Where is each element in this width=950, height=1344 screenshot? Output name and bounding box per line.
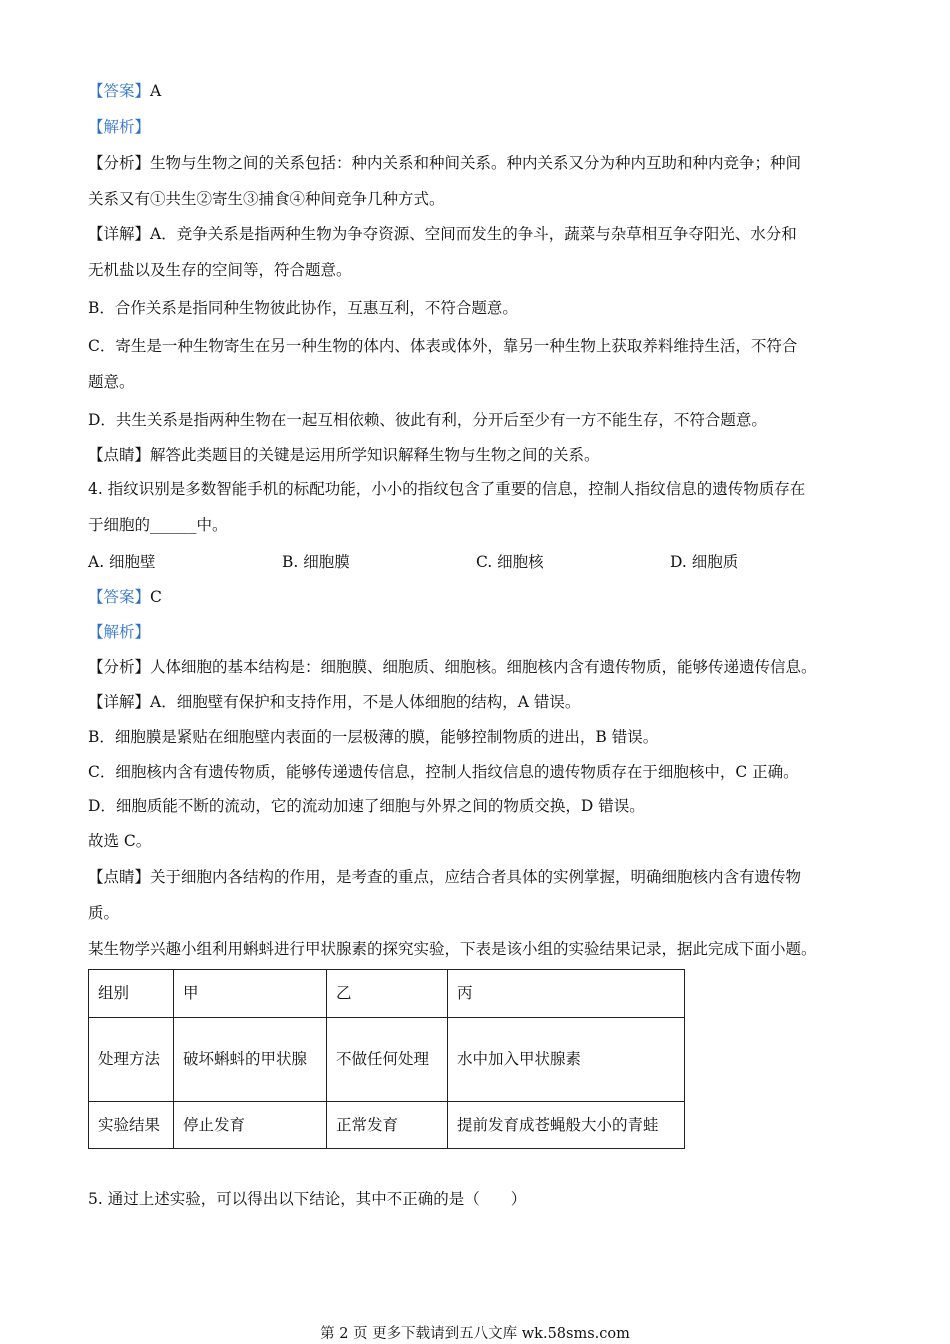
comment-text: 解答此类题目的关键是运用所学知识解释生物与生物之间的关系。 [150, 446, 600, 464]
option-d: D. 细胞质 [670, 553, 739, 571]
q5-stem: 5. 通过上述实验，可以得出以下结论，其中不正确的是（ ） [88, 1190, 527, 1208]
q4-detail-c: C．细胞核内含有遗传物质，能够传递遗传信息，控制人指纹信息的遗传物质存在于细胞核中，C 正确。 [88, 763, 799, 781]
q3-comment-line [88, 445, 868, 465]
q3-analysis-line-1 [88, 153, 868, 173]
table-cell: 不做任何处理 [327, 1018, 448, 1102]
table-cell: 乙 [327, 970, 448, 1018]
detail-tag: 【详解】 [88, 693, 151, 711]
page-footer: 第 2 页 更多下载请到五八文库 wk.58sms.com [320, 1326, 630, 1342]
answer-value: C [150, 588, 162, 606]
table-cell: 处理方法 [89, 1018, 174, 1102]
q4-analysis-line [88, 657, 868, 677]
table-cell: 组别 [89, 970, 174, 1018]
detail-tag: 【详解】 [88, 225, 151, 243]
q3-detail-b: B．合作关系是指同种生物彼此协作，互惠互利，不符合题意。 [88, 299, 518, 317]
comment-text: 关于细胞内各结构的作用，是考查的重点，应结合者具体的实例掌握，明确细胞核内含有遗传物 [150, 868, 802, 886]
q4-detail-d: D．细胞质能不断的流动，它的流动加速了细胞与外界之间的物质交换，D 错误。 [88, 797, 645, 815]
q3-detail-c-line-2: 题意。 [88, 373, 135, 391]
table-cell: 实验结果 [89, 1102, 174, 1149]
q3-analysis-line-2: 关系又有①共生②寄生③捕食④种间竞争几种方式。 [88, 190, 445, 208]
table-cell: 正常发育 [327, 1102, 448, 1149]
table-row [89, 1102, 685, 1149]
q4-stem-line-1: 4. 指纹识别是多数智能手机的标配功能，小小的指纹包含了重要的信息，控制人指纹信息的遗传物质存在 [88, 480, 806, 498]
q3-jiexi-tag: 【解析】 [88, 118, 151, 136]
answer-value: A [150, 82, 162, 100]
analysis-text: 人体细胞的基本结构是：细胞膜、细胞质、细胞核。细胞核内含有遗传物质，能够传递遗传信息。 [150, 658, 817, 676]
table-cell: 水中加入甲状腺素 [448, 1018, 685, 1102]
q4-stem-line-2: 于细胞的______中。 [88, 516, 228, 534]
table-cell: 提前发育成苍蝇般大小的青蛙 [448, 1102, 685, 1149]
answer-tag: 【答案】 [88, 82, 151, 100]
q4-comment-line-2: 质。 [88, 904, 120, 922]
q4-jiexi-tag: 【解析】 [88, 623, 151, 641]
option-c: C. 细胞核 [476, 553, 544, 571]
q4-answer-line [88, 587, 868, 607]
detail-text: A．竞争关系是指两种生物为争夺资源、空间而发生的争斗，蔬菜与杂草相互争夺阳光、水分和 [150, 225, 797, 243]
table-row [89, 1018, 685, 1102]
option-b: B. 细胞膜 [282, 553, 350, 571]
q4-detail-b: B．细胞膜是紧贴在细胞壁内表面的一层极薄的膜，能够控制物质的进出，B 错误。 [88, 728, 659, 746]
q4-detail-a-line [88, 692, 868, 712]
q4-comment-line-1 [88, 867, 868, 887]
table-cell: 丙 [448, 970, 685, 1018]
analysis-text: 生物与生物之间的关系包括：种内关系和种间关系。种内关系又分为种内互助和种内竞争；种间 [150, 154, 802, 172]
answer-tag: 【答案】 [88, 588, 151, 606]
analysis-tag: 【分析】 [88, 154, 151, 172]
table-cell: 甲 [174, 970, 327, 1018]
q3-answer-line [88, 81, 868, 101]
comment-tag: 【点睛】 [88, 868, 151, 886]
q3-detail-d: D．共生关系是指两种生物在一起互相依赖、彼此有利，分开后至少有一方不能生存，不符合题意。 [88, 411, 767, 429]
table-cell: 停止发育 [174, 1102, 327, 1149]
table-row [89, 970, 685, 1018]
option-a: A. 细胞壁 [88, 553, 156, 571]
q3-detail-a-line-2: 无机盐以及生存的空间等，符合题意。 [88, 261, 352, 279]
comment-tag: 【点睛】 [88, 446, 151, 464]
detail-text: A．细胞壁有保护和支持作用，不是人体细胞的结构，A 错误。 [150, 693, 581, 711]
q3-detail-c-line-1: C．寄生是一种生物寄生在另一种生物的体内、体表或体外，靠另一种生物上获取养料维持生活，不符合 [88, 337, 798, 355]
q4-choose: 故选 C。 [88, 832, 152, 850]
experiment-table [88, 969, 685, 1149]
table-cell: 破坏蝌蚪的甲状腺 [174, 1018, 327, 1102]
experiment-intro: 某生物学兴趣小组利用蝌蚪进行甲状腺素的探究实验，下表是该小组的实验结果记录，据此完成下面小题。 [88, 940, 817, 958]
analysis-tag: 【分析】 [88, 658, 151, 676]
q3-detail-a-line-1 [88, 224, 868, 244]
